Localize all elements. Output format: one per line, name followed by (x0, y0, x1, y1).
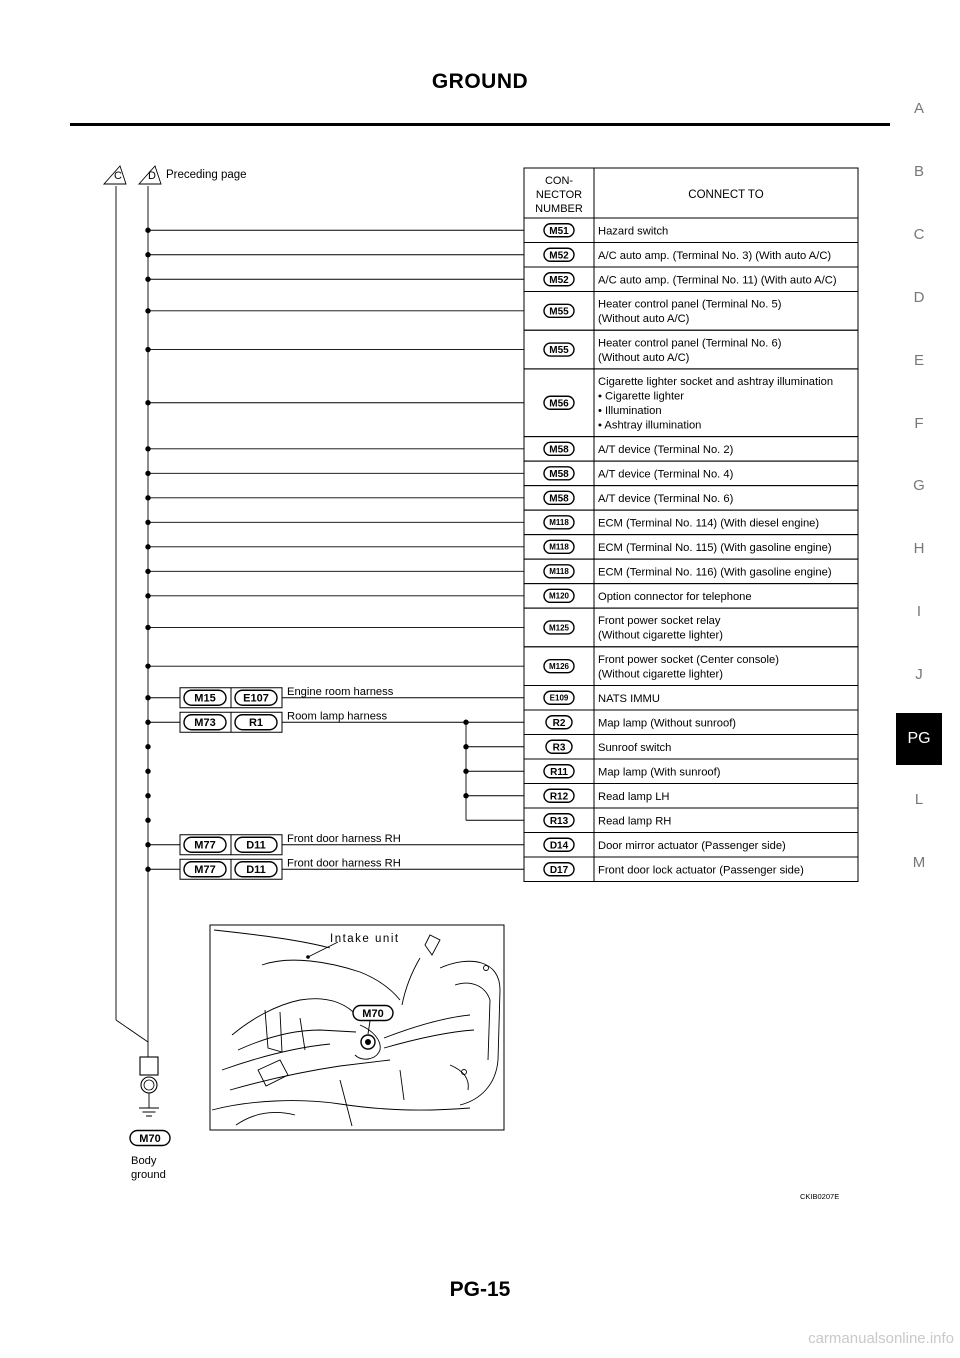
connector-r13: R13 (549, 815, 569, 827)
side-index-d[interactable]: D (913, 289, 925, 306)
table-row (524, 735, 858, 760)
connector-r12: R12 (549, 791, 569, 803)
side-index-b[interactable]: B (913, 163, 924, 180)
harness-joint (180, 857, 401, 879)
connect-to-text: ECM (Terminal No. 115) (With gasoline engine) (598, 541, 832, 554)
table-row (524, 218, 858, 243)
connector-r2: R2 (552, 717, 566, 729)
side-index-e[interactable]: E (913, 352, 924, 369)
harness-label: Engine room harness (287, 685, 394, 698)
body-ground (130, 1057, 170, 1181)
connector-m52: M52 (549, 274, 569, 286)
connect-to-text: ECM (Terminal No. 116) (With gasoline engine) (598, 566, 832, 579)
ground-label: ground (131, 1169, 166, 1181)
connector-m58: M58 (549, 468, 569, 480)
connector-r11: R11 (550, 766, 568, 778)
joint-left-m77: M77 (194, 864, 216, 877)
connect-to-text: • Cigarette lighter (598, 390, 684, 403)
table-row (524, 292, 858, 331)
side-index-g[interactable]: G (913, 477, 925, 494)
table-row (524, 608, 858, 647)
connect-to-text: Map lamp (With sunroof) (598, 766, 721, 779)
harness-joints (180, 686, 401, 880)
splice-dot (145, 818, 150, 823)
table-row (524, 584, 858, 609)
page-title: GROUND (431, 70, 529, 93)
connect-to-text: (Without auto A/C) (598, 313, 690, 326)
table-row (524, 710, 858, 735)
connect-to-text: Front power socket relay (598, 615, 721, 628)
connect-to-text: Cigarette lighter socket and ashtray illumination (598, 376, 834, 388)
splice-dot (463, 793, 468, 798)
header-con: CON- (544, 175, 574, 187)
side-index-a[interactable]: A (913, 100, 924, 117)
connect-to-text: Door mirror actuator (Passenger side) (598, 839, 786, 852)
connector-m118: M118 (549, 567, 569, 577)
connect-to-text: • Ashtray illumination (598, 419, 702, 432)
harness-joint (180, 710, 388, 732)
table-row (524, 461, 858, 486)
ref-c-label: C (114, 170, 122, 182)
page-number: PG-15 (449, 1278, 511, 1301)
connector-m51: M51 (549, 225, 569, 237)
connect-to-text: NATS IMMU (598, 692, 660, 705)
ground-label: Body (131, 1155, 157, 1167)
connector-m56: M56 (549, 398, 569, 410)
harness-joint (180, 686, 394, 708)
connector-m125: M125 (548, 623, 570, 633)
side-index-j[interactable]: J (915, 666, 923, 683)
inset-illustration (210, 925, 504, 1130)
splice-dot (145, 744, 150, 749)
ref-d-label: D (148, 170, 156, 182)
connect-to-text: ECM (Terminal No. 114) (With diesel engine) (598, 517, 820, 530)
connect-to-text: Heater control panel (Terminal No. 5) (598, 298, 782, 311)
watermark: carmanualsonline.info (808, 1330, 954, 1347)
splice-dot (145, 793, 150, 798)
connect-to-text: Front door lock actuator (Passenger side) (598, 864, 804, 877)
connect-to-text: (Without cigarette lighter) (598, 629, 723, 642)
inset-label-intake-unit: Intake unit (330, 933, 400, 945)
splice-dot (145, 769, 150, 774)
joint-left-m73: M73 (194, 717, 216, 730)
connector-m55: M55 (549, 306, 569, 318)
table-row (524, 486, 858, 511)
table-row (524, 647, 858, 686)
side-index-m[interactable]: M (912, 854, 926, 871)
inset-connector-m70: M70 (362, 1007, 384, 1020)
harness-joint (180, 833, 401, 855)
splice-dot (463, 769, 468, 774)
connector-m58: M58 (549, 493, 569, 505)
connect-to-text: • Illumination (598, 405, 662, 417)
connector-d17: D17 (549, 864, 569, 876)
connect-to-text: A/C auto amp. (Terminal No. 3) (With auto A/C) (598, 249, 832, 262)
table-row (524, 535, 858, 560)
joint-right-d11: D11 (246, 864, 266, 877)
header-connect-to: CONNECT TO (688, 189, 764, 201)
connector-d14: D14 (549, 840, 569, 852)
ground-connector-m70: M70 (139, 1132, 161, 1145)
joint-right-d11: D11 (246, 839, 266, 852)
splice-dot (463, 744, 468, 749)
connect-to-text: A/C auto amp. (Terminal No. 11) (With auto A/C) (598, 274, 837, 287)
connect-to-text: Front power socket (Center console) (598, 653, 779, 666)
joint-right-r1: R1 (248, 717, 264, 730)
connect-to-text: Read lamp RH (598, 815, 672, 828)
connect-to-text: A/T device (Terminal No. 2) (598, 443, 734, 456)
connector-m55: M55 (549, 345, 569, 357)
table-row (524, 759, 858, 784)
connect-to-text: (Without auto A/C) (598, 351, 690, 364)
connector-m126: M126 (548, 662, 570, 672)
side-index-i[interactable]: I (916, 603, 922, 620)
connect-to-text: (Without cigarette lighter) (598, 668, 723, 681)
connector-e109: E109 (549, 693, 569, 703)
side-index-f[interactable]: F (914, 415, 924, 432)
table-row (524, 559, 858, 584)
connector-m52: M52 (549, 250, 569, 262)
joint-left-m77: M77 (194, 839, 216, 852)
connect-to-text: Sunroof switch (598, 741, 672, 754)
table-row (524, 267, 858, 292)
table-row (524, 686, 858, 711)
side-index-l[interactable]: L (914, 791, 924, 808)
side-index-c[interactable]: C (913, 226, 925, 243)
joint-right-e107: E107 (243, 692, 269, 705)
figure-code: CKIB0207E (800, 1192, 840, 1201)
connect-to-text: Hazard switch (598, 225, 669, 238)
header-number: NUMBER (535, 203, 583, 215)
side-index-h[interactable]: H (913, 540, 925, 557)
table-row (524, 808, 858, 833)
splice-dot (463, 720, 468, 725)
connect-to-text: Heater control panel (Terminal No. 6) (598, 337, 782, 350)
connect-to-text: A/T device (Terminal No. 6) (598, 492, 734, 505)
harness-label: Front door harness RH (287, 857, 401, 870)
preceding-page-label: Preceding page (166, 169, 247, 181)
table-row (524, 784, 858, 809)
table-row (524, 330, 858, 369)
table-row (524, 243, 858, 268)
harness-label: Front door harness RH (287, 832, 401, 845)
connect-to-text: Map lamp (Without sunroof) (598, 717, 737, 730)
header-nector: NECTOR (535, 189, 583, 201)
harness-label: Room lamp harness (287, 710, 388, 723)
table-row (524, 510, 858, 534)
table-row (524, 437, 858, 462)
table-row (524, 833, 858, 858)
connect-to-text: A/T device (Terminal No. 4) (598, 468, 734, 481)
connector-m118: M118 (549, 518, 569, 528)
connector-m58: M58 (549, 444, 569, 456)
connector-table (524, 218, 858, 882)
connect-to-text: Option connector for telephone (598, 590, 752, 603)
joint-left-m15: M15 (194, 692, 216, 705)
table-row (524, 857, 858, 882)
connect-to-text: Read lamp LH (598, 790, 670, 803)
side-index-pg[interactable]: PG (896, 713, 942, 765)
table-row (524, 369, 858, 437)
connector-m118: M118 (549, 542, 569, 552)
connector-m120: M120 (548, 591, 570, 601)
connector-r3: R3 (552, 742, 566, 754)
